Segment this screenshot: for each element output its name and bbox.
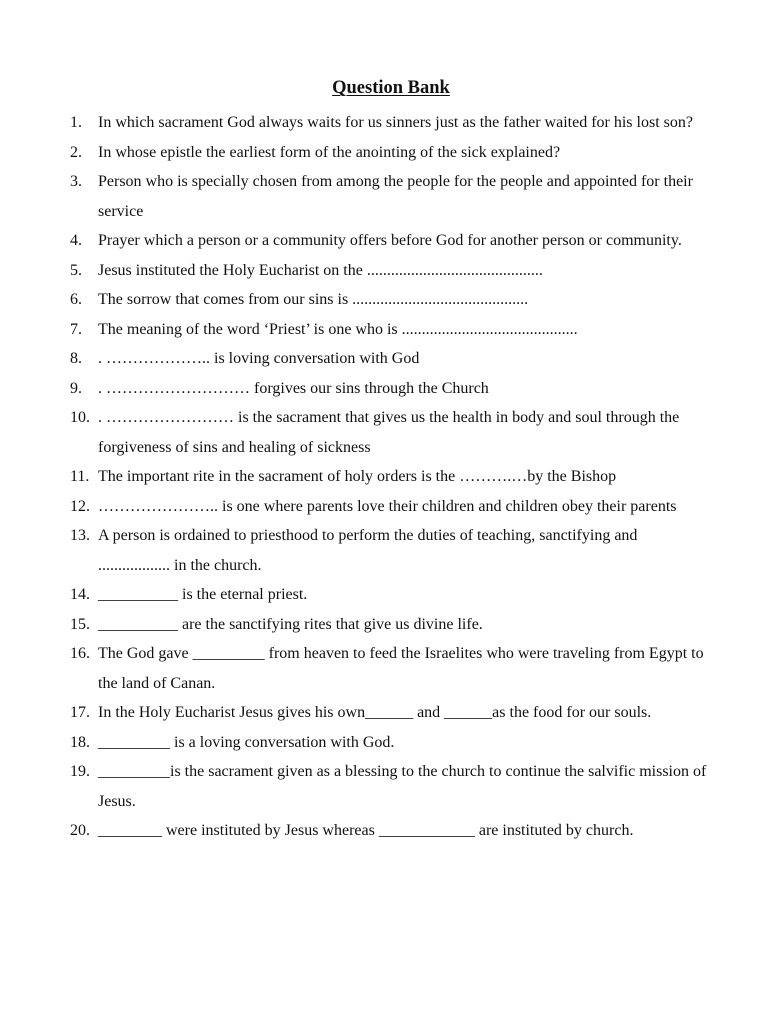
- question-number: 6.: [70, 291, 82, 308]
- question-item: [0, 315, 708, 345]
- question-item: [0, 226, 708, 256]
- question-item: [0, 492, 708, 522]
- question-text: A person is ordained to priesthood to perform the duties of teaching, sanctifying and .................. in the church.: [98, 527, 638, 574]
- question-text: In whose epistle the earliest form of the anointing of the sick explained?: [98, 143, 561, 161]
- question-item: [0, 521, 708, 580]
- question-text: ………………….. is one where parents love their children and children obey their parents: [98, 497, 677, 515]
- question-number: 17.: [70, 704, 90, 721]
- question-number: 5.: [70, 261, 82, 279]
- question-item: [0, 698, 708, 728]
- question-text: _________is the sacrament given as a blessing to the church to continue the salvific mission of Jesus.: [98, 763, 707, 810]
- question-number: 10.: [70, 409, 90, 426]
- question-number: 18.: [70, 733, 90, 751]
- question-item: [0, 108, 708, 138]
- question-number: 4.: [70, 232, 82, 249]
- question-number: 9.: [70, 379, 82, 397]
- question-item: [0, 757, 708, 816]
- question-text: In the Holy Eucharist Jesus gives his own______ and ______as the food for our souls.: [98, 704, 652, 721]
- question-item: [0, 610, 708, 640]
- question-number: 8.: [70, 350, 82, 367]
- question-item: [0, 639, 708, 698]
- question-text: The meaning of the word ‘Priest’ is one who is ............................................: [98, 320, 578, 338]
- question-text: The God gave _________ from heaven to feed the Israelites who were traveling from Egypt to the land of Canan.: [98, 645, 704, 692]
- question-text: Prayer which a person or a community offers before God for another person or community.: [98, 232, 682, 249]
- question-list: [0, 108, 768, 846]
- question-number: 15.: [70, 615, 90, 633]
- question-text: In which sacrament God always waits for us sinners just as the father waited for his lost son?: [98, 114, 693, 131]
- question-item: [0, 374, 708, 404]
- question-item: [0, 728, 708, 758]
- question-number: 11.: [70, 468, 90, 485]
- question-item: [0, 285, 708, 315]
- question-text: ________ were instituted by Jesus whereas ____________ are instituted by church.: [98, 822, 634, 839]
- question-item: [0, 256, 708, 286]
- question-item: [0, 403, 708, 462]
- question-item: [0, 167, 708, 226]
- question-item: [0, 462, 708, 492]
- question-number: 16.: [70, 645, 90, 662]
- question-item: [0, 816, 708, 846]
- question-text: The sorrow that comes from our sins is ............................................: [98, 291, 529, 308]
- question-number: 7.: [70, 320, 82, 338]
- question-number: 14.: [70, 586, 90, 603]
- question-text: . ……………………… forgives our sins through the Church: [98, 379, 489, 397]
- question-number: 1.: [70, 114, 82, 131]
- page-title: Question Bank: [332, 78, 450, 98]
- question-text: Person who is specially chosen from among the people for the people and appointed for their service: [98, 173, 693, 220]
- question-number: 13.: [70, 527, 90, 544]
- question-number: 12.: [70, 497, 90, 515]
- question-text: . …………………… is the sacrament that gives us the health in body and soul through the forgiveness of sins and healing of sickness: [98, 409, 680, 456]
- question-number: 20.: [70, 822, 90, 839]
- question-text: __________ is the eternal priest.: [98, 586, 308, 603]
- question-text: __________ are the sanctifying rites that give us divine life.: [98, 615, 483, 633]
- question-text: _________ is a loving conversation with God.: [98, 733, 395, 751]
- question-number: 3.: [70, 173, 82, 190]
- question-number: 19.: [70, 763, 90, 780]
- question-item: [0, 580, 708, 610]
- question-text: The important rite in the sacrament of holy orders is the ……….…by the Bishop: [98, 468, 617, 485]
- question-item: [0, 138, 708, 168]
- question-text: . ……………….. is loving conversation with God: [98, 350, 420, 367]
- question-text: Jesus instituted the Holy Eucharist on the ............................................: [98, 261, 543, 279]
- question-number: 2.: [70, 143, 82, 161]
- question-item: [0, 344, 708, 374]
